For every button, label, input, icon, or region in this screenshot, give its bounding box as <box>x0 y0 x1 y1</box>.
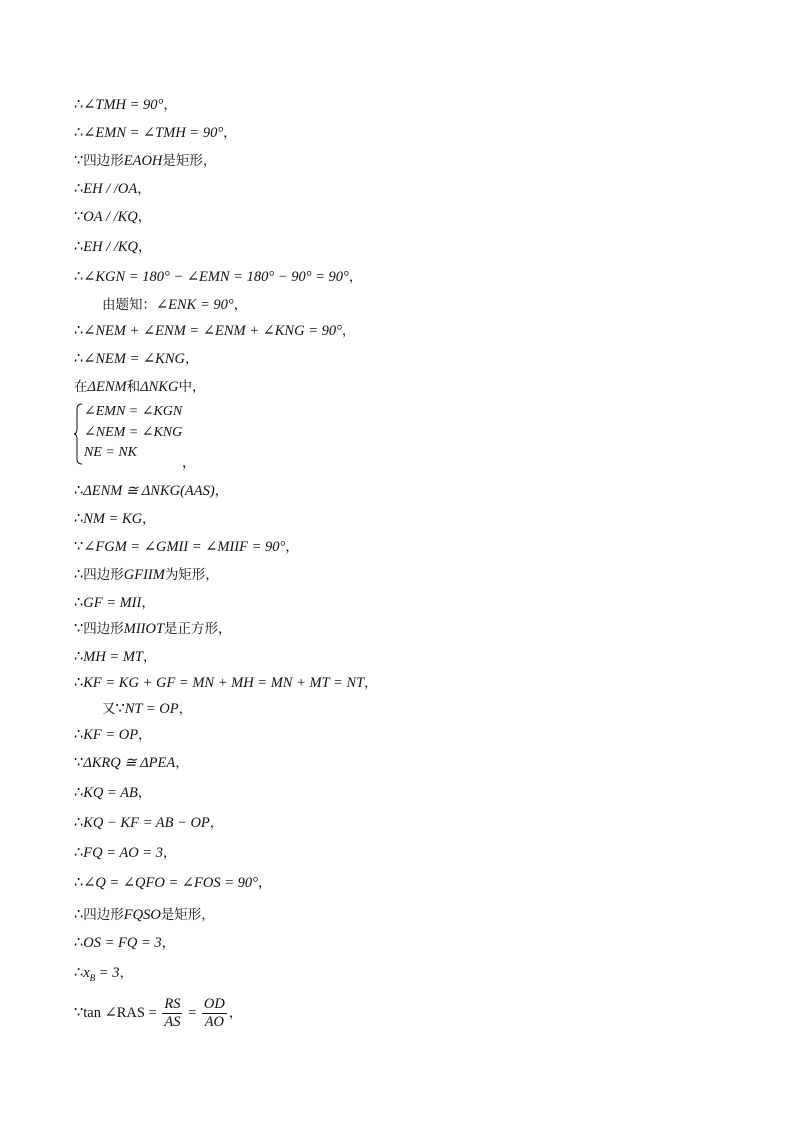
punctuation: ， <box>178 701 193 717</box>
fraction-denominator: AO <box>204 1014 225 1031</box>
system-equation-1: ∠EMN = ∠KGN <box>84 404 183 419</box>
therefore-symbol: ∴ <box>74 323 84 339</box>
therefore-symbol: ∴ <box>74 845 84 861</box>
punctuation: ， <box>364 675 378 691</box>
proof-line-19 <box>74 674 378 692</box>
math-expression: NM = KG <box>83 511 143 527</box>
because-symbol: ∵ <box>74 621 84 637</box>
chinese-text: 和 <box>126 379 141 395</box>
punctuation: ， <box>228 1005 243 1021</box>
math-expression: ΔKRQ ≅ ΔPEA <box>83 755 176 771</box>
proof-line-2 <box>74 124 237 142</box>
because-symbol: ∵ <box>74 1005 84 1021</box>
chinese-text: 是矩形， <box>160 907 215 923</box>
proof-line-29 <box>74 964 133 987</box>
because-symbol: ∵ <box>74 539 84 555</box>
proof-line-22 <box>74 754 189 772</box>
therefore-symbol: ∴ <box>74 97 84 113</box>
fraction-od-ao <box>202 996 227 1031</box>
therefore-symbol: ∴ <box>74 511 84 527</box>
therefore-symbol: ∴ <box>74 935 84 951</box>
proof-line-28 <box>74 934 175 952</box>
chinese-text: 中， <box>178 379 206 395</box>
because-symbol: ∵ <box>74 153 84 169</box>
punctuation: ， <box>137 181 151 197</box>
therefore-symbol: ∴ <box>74 815 84 831</box>
math-expression: KF = OP <box>83 727 139 743</box>
punctuation: ， <box>214 483 229 499</box>
math-expression: ∠FGM = ∠GMII = ∠MIIF = 90° <box>83 539 286 555</box>
proof-line-1 <box>74 96 177 114</box>
punctuation: ， <box>137 209 152 225</box>
math-expression: EAOH <box>123 153 163 169</box>
therefore-symbol: ∴ <box>74 567 84 583</box>
proof-line-23 <box>74 784 151 802</box>
math-expression: KQ = AB <box>83 785 138 801</box>
therefore-symbol: ∴ <box>74 483 84 499</box>
punctuation: ， <box>142 511 156 527</box>
chinese-text: 又 <box>102 701 116 717</box>
math-expression: KF = KG + GF = MN + MH = MN + MT = NT <box>83 675 365 691</box>
punctuation: ， <box>185 351 199 367</box>
math-expression: GFIIM <box>123 567 165 583</box>
punctuation: ， <box>341 323 356 339</box>
math-expression: NT = OP <box>124 701 179 717</box>
therefore-symbol: ∴ <box>74 351 84 367</box>
math-expression: ΔENM ≅ ΔNKG(AAS) <box>83 483 215 499</box>
therefore-symbol: ∴ <box>74 785 84 801</box>
therefore-symbol: ∴ <box>74 595 84 611</box>
math-expression: FQSO <box>123 907 161 923</box>
chinese-text: 四边形 <box>83 621 124 637</box>
proof-line-3 <box>74 152 216 170</box>
punctuation: ， <box>138 239 152 255</box>
punctuation: ， <box>285 539 299 555</box>
math-expression: OS = FQ = 3 <box>83 935 162 951</box>
math-expression: KQ − KF = AB − OP <box>83 815 210 831</box>
therefore-symbol: ∴ <box>74 239 84 255</box>
math-expression: OA / /KQ <box>83 209 138 225</box>
math-expression: MH = MT <box>83 649 143 665</box>
fraction-numerator: RS <box>164 996 181 1013</box>
math-expression: ΔENM <box>87 379 127 395</box>
punctuation: ， <box>257 875 272 891</box>
punctuation: ， <box>182 455 196 471</box>
proof-line-9 <box>74 322 355 340</box>
therefore-symbol: ∴ <box>74 727 84 743</box>
math-expression: ∠NEM + ∠ENM = ∠ENM + ∠KNG = 90° <box>83 323 342 339</box>
chinese-text: 四边形 <box>83 907 124 923</box>
math-expression: ∠ENK = 90° <box>156 297 234 313</box>
punctuation: ， <box>162 845 177 861</box>
math-expression: FQ = AO = 3 <box>83 845 163 861</box>
equals-sign: = <box>184 1005 200 1021</box>
punctuation: ， <box>175 755 189 771</box>
therefore-symbol: ∴ <box>74 269 84 285</box>
proof-line-6 <box>74 238 152 256</box>
math-expression: ∠Q = ∠QFO = ∠FOS = 90° <box>83 875 258 891</box>
proof-line-30 <box>74 996 242 1031</box>
therefore-symbol: ∴ <box>74 649 84 665</box>
math-expression: ∠TMH = 90° <box>83 97 164 113</box>
chinese-text: 为矩形， <box>164 567 219 583</box>
equation-system <box>74 403 274 465</box>
proof-line-15 <box>74 566 219 584</box>
proof-line-21 <box>74 726 152 744</box>
chinese-text: 四边形 <box>83 153 124 169</box>
because-symbol: ∵ <box>74 209 84 225</box>
punctuation: ， <box>348 269 363 285</box>
therefore-symbol: ∴ <box>74 875 84 891</box>
fraction-numerator: OD <box>203 996 225 1013</box>
proof-line-25 <box>74 844 176 862</box>
punctuation: ， <box>223 125 237 141</box>
subscript: B <box>89 972 96 983</box>
math-expression: = 3 <box>95 965 120 981</box>
proof-line-13 <box>74 510 156 528</box>
fraction-denominator: AS <box>164 1014 181 1031</box>
math-expression: GF = MII <box>83 595 142 611</box>
therefore-symbol: ∴ <box>74 181 84 197</box>
punctuation: ， <box>233 297 248 313</box>
proof-line-24 <box>74 814 223 832</box>
proof-line-8 <box>102 296 247 314</box>
proof-line-11 <box>74 378 205 396</box>
proof-line-4 <box>74 180 151 198</box>
chinese-text: 是矩形， <box>162 153 217 169</box>
chinese-text: 由题知： <box>102 297 156 313</box>
math-expression: ΔNKG <box>140 379 179 395</box>
because-symbol: ∵ <box>115 701 125 717</box>
chinese-text: 四边形 <box>83 567 124 583</box>
punctuation: ， <box>142 649 157 665</box>
system-equation-3: NE = NK <box>84 445 138 460</box>
math-expression: MIIOT <box>123 621 165 637</box>
fraction-rs-as <box>162 996 182 1031</box>
punctuation: ， <box>161 935 176 951</box>
math-expression: ∠EMN = ∠TMH = 90° <box>83 125 224 141</box>
punctuation: ， <box>138 727 152 743</box>
tan-expression: tan ∠RAS = <box>83 1005 161 1021</box>
punctuation: ， <box>163 97 177 113</box>
proof-line-17 <box>74 620 232 638</box>
proof-line-10 <box>74 350 199 368</box>
punctuation: ， <box>119 965 133 981</box>
proof-line-14 <box>74 538 299 556</box>
because-symbol: ∵ <box>74 755 84 771</box>
proof-line-5 <box>74 208 151 226</box>
math-expression: ∠KGN = 180° − ∠EMN = 180° − 90° = 90° <box>83 269 349 285</box>
therefore-symbol: ∴ <box>74 907 84 923</box>
proof-line-26 <box>74 874 271 892</box>
therefore-symbol: ∴ <box>74 125 84 141</box>
math-expression: EH / /OA <box>83 181 138 197</box>
proof-line-12 <box>74 482 228 500</box>
proof-line-20 <box>102 700 192 718</box>
left-brace-icon <box>74 403 84 465</box>
chinese-text: 在 <box>74 379 88 395</box>
punctuation: ， <box>141 595 155 611</box>
proof-line-18 <box>74 648 156 666</box>
math-variable: x <box>83 965 90 981</box>
proof-line-27 <box>74 906 215 924</box>
punctuation: ， <box>209 815 224 831</box>
proof-line-16 <box>74 594 155 612</box>
chinese-text: 是正方形， <box>164 621 232 637</box>
therefore-symbol: ∴ <box>74 965 84 981</box>
punctuation: ， <box>137 785 152 801</box>
therefore-symbol: ∴ <box>74 675 84 691</box>
math-expression: EH / /KQ <box>83 239 139 255</box>
math-expression: ∠NEM = ∠KNG <box>83 351 185 367</box>
system-equation-2: ∠NEM = ∠KNG <box>84 425 183 440</box>
proof-line-7 <box>74 268 362 286</box>
